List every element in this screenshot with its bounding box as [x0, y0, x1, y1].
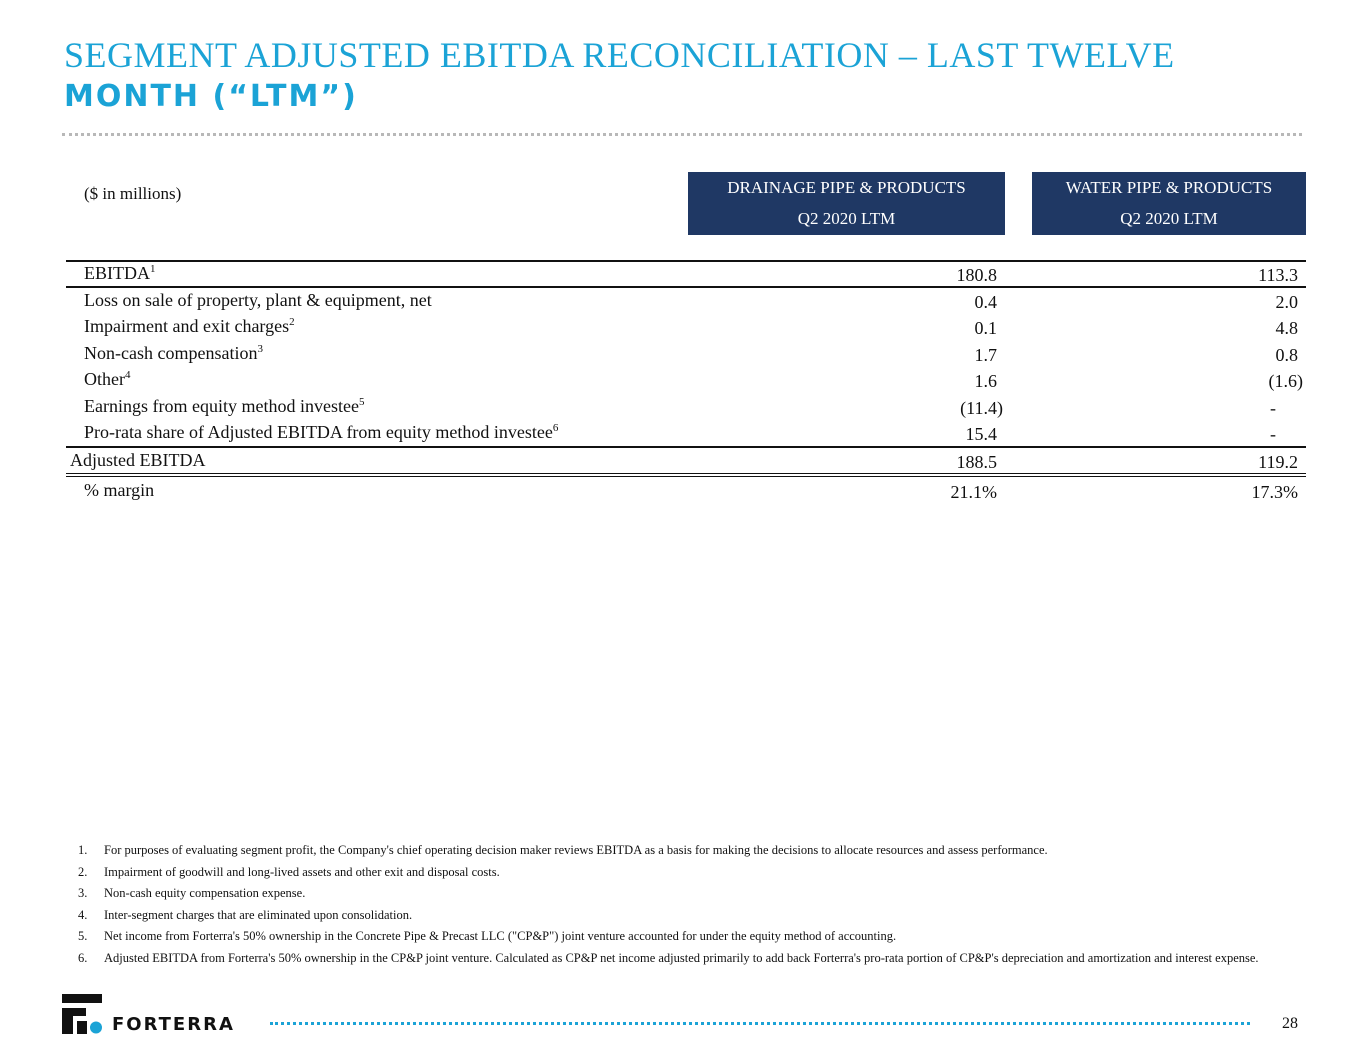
page-title-line2: MONTH (“LTM”)	[64, 79, 358, 114]
footnote: 3. Non-cash equity compensation expense.	[78, 886, 306, 901]
footnotes	[76, 842, 1276, 972]
page-number: 28	[1282, 1015, 1298, 1032]
column-header-drainage	[688, 172, 1005, 235]
table-row	[0, 314, 1365, 340]
column-segment-label: DRAINAGE PIPE & PRODUCTS	[727, 178, 966, 197]
row-label: Earnings from equity method investee	[84, 396, 359, 416]
column-segment-label: WATER PIPE & PRODUCTS	[1065, 178, 1273, 197]
water-value: 17.3%	[1251, 482, 1298, 502]
column-period-label: Q2 2020 LTM	[797, 209, 896, 228]
footnote: 4. Inter-segment charges that are eliminated upon consolidation.	[78, 907, 413, 922]
column-header-water	[1032, 172, 1306, 235]
water-value: 4.8	[1275, 318, 1298, 338]
drainage-value: 0.1	[974, 318, 997, 338]
footnote: 1. For purposes of evaluating segment profit, the Company's chief operating decision maker reviews EBITDA as a basis for making the decisions to allocate resources and assess performance.	[78, 843, 1048, 857]
table-row	[0, 288, 1365, 314]
drainage-value: 1.7	[974, 345, 997, 365]
table-row	[0, 367, 1365, 393]
drainage-value: 188.5	[956, 452, 997, 472]
forterra-logo	[62, 994, 252, 1034]
logo-wordmark: FORTERRA	[112, 1014, 235, 1035]
drainage-value: 180.8	[956, 265, 997, 285]
page-title-line1: SEGMENT ADJUSTED EBITDA RECONCILIATION – LAST TWELVE	[64, 35, 1175, 75]
units-label: ($ in millions)	[84, 184, 182, 203]
row-label: Loss on sale of property, plant & equipment, net	[84, 290, 432, 310]
page-title	[64, 34, 1314, 118]
table-row	[0, 341, 1365, 367]
drainage-value: 21.1%	[950, 482, 997, 502]
footnote-ref: 5	[358, 396, 365, 408]
table-row	[0, 394, 1365, 420]
water-value: -	[1270, 424, 1276, 444]
total-row	[0, 448, 1365, 474]
forterra-logo-icon	[62, 994, 102, 1034]
water-value: -	[1270, 398, 1276, 418]
footnote-ref: 1	[150, 263, 156, 275]
row-label: Adjusted EBITDA	[70, 450, 206, 470]
drainage-value: 15.4	[965, 424, 997, 444]
row-label: Impairment and exit charges	[84, 316, 290, 336]
row-label: EBITDA	[84, 263, 150, 283]
footnote: 5. Net income from Forterra's 50% ownership in the Concrete Pipe & Precast LLC ("CP&P") joint venture accounted for under the equity method of accounting.	[78, 929, 897, 944]
water-value: 2.0	[1275, 292, 1298, 312]
drainage-value: 0.4	[974, 292, 997, 312]
total-double-rule	[66, 473, 1306, 477]
drainage-value: 1.6	[974, 371, 997, 391]
row-label: Other	[84, 369, 125, 389]
drainage-value: (11.4)	[960, 398, 1003, 418]
table-row	[0, 420, 1365, 446]
footnote-ref: 4	[124, 369, 131, 381]
water-value: 0.8	[1275, 345, 1298, 365]
row-label: Pro-rata share of Adjusted EBITDA from equity method investee	[84, 422, 553, 442]
row-label: % margin	[84, 480, 155, 500]
row-label: Non-cash compensation	[84, 343, 258, 363]
water-value: 119.2	[1258, 452, 1298, 472]
title-divider	[62, 133, 1302, 136]
footnote-ref: 2	[289, 316, 295, 328]
footnote-ref: 6	[552, 422, 559, 434]
footnote-ref: 3	[257, 343, 263, 355]
column-period-label: Q2 2020 LTM	[1120, 209, 1218, 228]
footer-divider	[270, 1022, 1250, 1025]
footnote: 6. Adjusted EBITDA from Forterra's 50% ownership in the CP&P joint venture. Calculated as CP&P net income adjusted primarily to add back Forterra's pro-rata portion of CP&P's depreciation and amortization and interest expense.	[78, 950, 1259, 965]
water-value: (1.6)	[1268, 371, 1303, 391]
water-value: 113.3	[1258, 265, 1298, 285]
table-row	[0, 261, 1365, 287]
margin-row	[0, 478, 1365, 504]
footnote: 2. Impairment of goodwill and long-lived assets and other exit and disposal costs.	[78, 864, 500, 879]
